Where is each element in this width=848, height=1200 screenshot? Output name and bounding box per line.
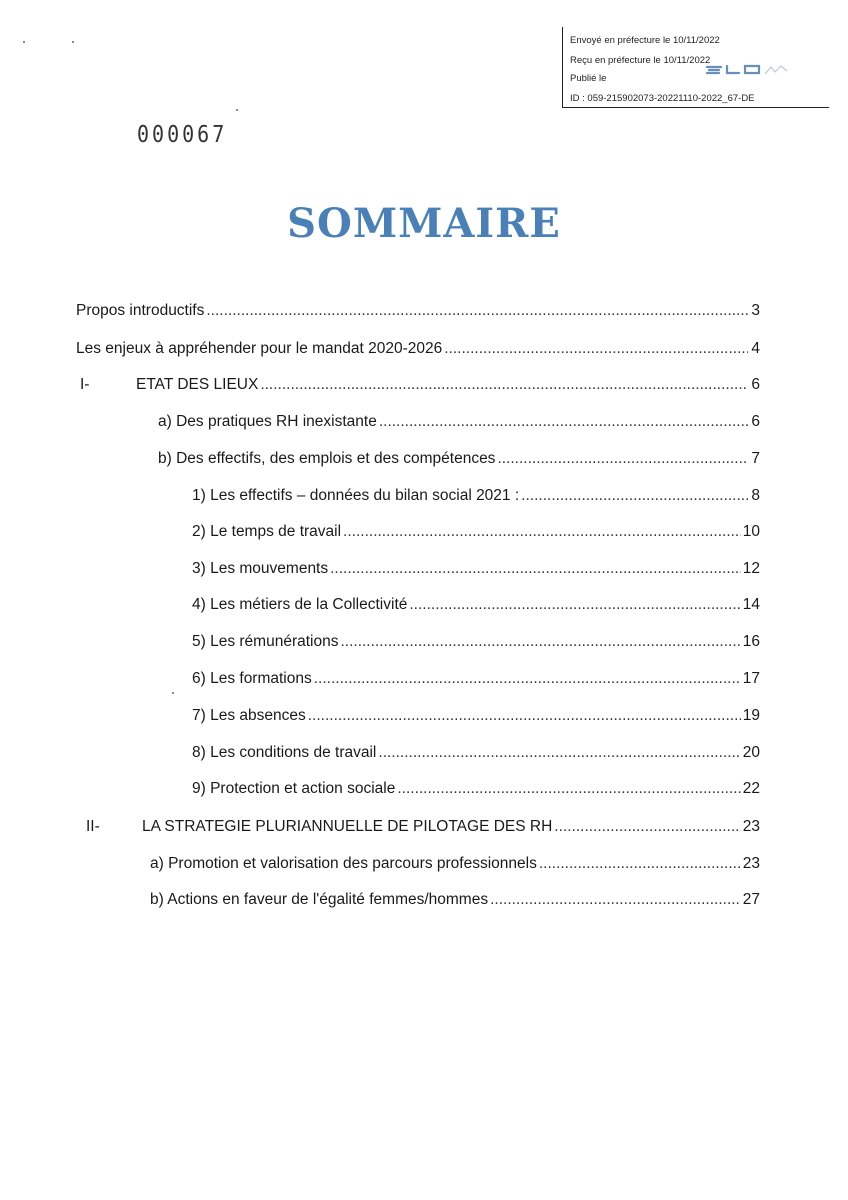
prefecture-stamp: [562, 27, 829, 108]
scan-speck: [23, 41, 25, 43]
toc-page: 27: [742, 891, 760, 908]
toc-entry: [192, 523, 760, 541]
toc-entry: [192, 560, 760, 578]
toc-entry: [192, 780, 760, 798]
stamp-publie: Publié le: [570, 73, 607, 84]
toc-section-number: I-: [80, 376, 90, 393]
toc-entry: [76, 302, 760, 320]
toc-page: 3: [751, 302, 760, 319]
scan-speck: [172, 692, 174, 694]
toc-entry: [158, 413, 760, 431]
toc-label: 9) Protection et action sociale: [192, 780, 396, 797]
toc-label: 5) Les rémunérations: [192, 633, 339, 650]
toc-label: Propos introductifs: [76, 302, 205, 319]
toc-label: b) Actions en faveur de l'égalité femmes/hommes: [150, 891, 489, 908]
slo-logo-icon: [705, 63, 791, 77]
toc-page: 14: [742, 596, 760, 613]
toc-label: 3) Les mouvements: [192, 560, 329, 577]
toc-entry: [86, 818, 760, 836]
toc-page: 23: [742, 855, 760, 872]
document-number: 000067: [137, 120, 228, 148]
toc-page: 6: [751, 376, 760, 393]
toc-entry: [150, 855, 760, 873]
toc-label: LA STRATEGIE PLURIANNUELLE DE PILOTAGE DES RH: [142, 818, 553, 835]
toc-page: 17: [742, 670, 760, 687]
toc-page: 8: [751, 487, 760, 504]
toc-section-number: II-: [86, 818, 100, 835]
toc-page: 12: [742, 560, 760, 577]
toc-entry: [80, 376, 760, 394]
toc-entry: [192, 487, 760, 505]
stamp-id: ID : 059-215902073-20221110-2022_67-DE: [570, 93, 755, 104]
toc-entry: [192, 596, 760, 614]
toc-entry: [158, 450, 760, 468]
toc-page: 19: [742, 707, 760, 724]
toc-label: Les enjeux à appréhender pour le mandat 2020-2026: [76, 340, 443, 357]
scan-speck: [236, 109, 238, 111]
toc-entry: [76, 340, 760, 358]
toc-page: 4: [751, 340, 760, 357]
toc-label: 4) Les métiers de la Collectivité: [192, 596, 408, 613]
toc-page: 16: [742, 633, 760, 650]
stamp-recu: Reçu en préfecture le 10/11/2022: [570, 55, 711, 66]
toc-page: 10: [742, 523, 760, 540]
toc-page: 20: [742, 744, 760, 761]
toc-entry: [192, 744, 760, 762]
toc-page: 23: [742, 818, 760, 835]
toc-page: 7: [751, 450, 760, 467]
toc-page: 6: [751, 413, 760, 430]
toc-label: 1) Les effectifs – données du bilan social 2021 :: [192, 487, 520, 504]
toc-label: ETAT DES LIEUX: [136, 376, 259, 393]
toc-label: 2) Le temps de travail: [192, 523, 342, 540]
scan-speck: [72, 41, 74, 43]
toc-label: a) Des pratiques RH inexistante: [158, 413, 377, 430]
toc-page: 22: [742, 780, 760, 797]
stamp-envoye: Envoyé en préfecture le 10/11/2022: [570, 35, 720, 46]
toc-label: 7) Les absences: [192, 707, 306, 724]
page-title: SOMMAIRE: [287, 200, 561, 247]
toc-entry: [192, 670, 760, 688]
toc-entry: [192, 633, 760, 651]
toc-label: b) Des effectifs, des emplois et des compétences: [158, 450, 496, 467]
toc-label: a) Promotion et valorisation des parcours professionnels: [150, 855, 537, 872]
toc-entry: [192, 707, 760, 725]
toc-label: 6) Les formations: [192, 670, 312, 687]
toc-label: 8) Les conditions de travail: [192, 744, 377, 761]
toc-entry: [150, 891, 760, 909]
